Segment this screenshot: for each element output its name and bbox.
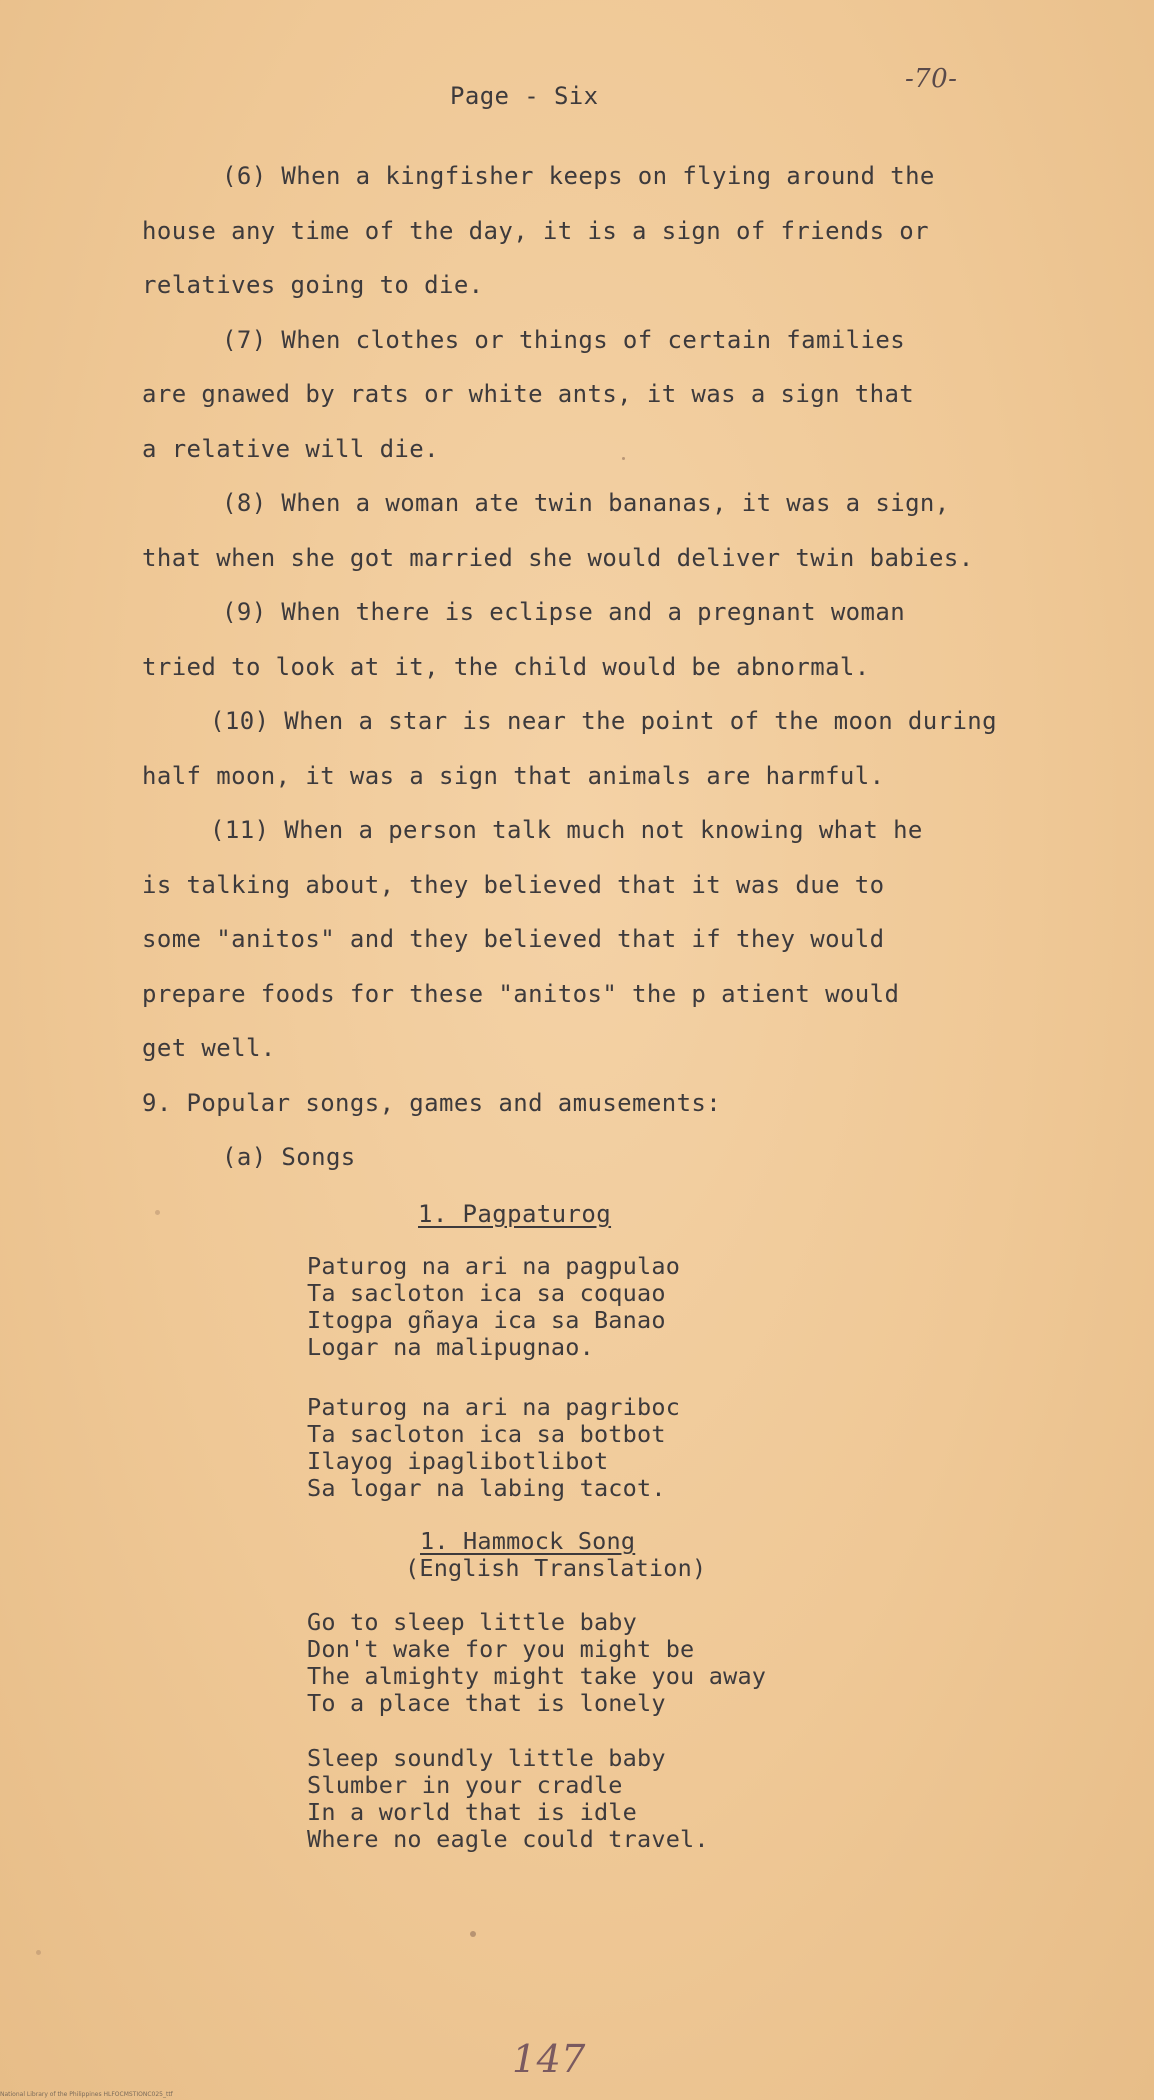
verse-line: Sleep soundly little baby xyxy=(307,1744,666,1772)
verse-line: Where no eagle could travel. xyxy=(307,1825,709,1853)
body-line: are gnawed by rats or white ants, it was a sign that xyxy=(142,380,915,408)
body-line: that when she got married she would deliver twin babies. xyxy=(142,544,974,572)
verse-line: Ta sacloton ica sa botbot xyxy=(307,1420,666,1448)
verse-line: Ta sacloton ica sa coquao xyxy=(307,1279,666,1307)
verse-line: The almighty might take you away xyxy=(307,1662,767,1690)
paper-speck xyxy=(622,457,625,460)
body-line: relatives going to die. xyxy=(142,271,484,299)
body-line: (10) When a star is near the point of the moon during xyxy=(210,707,998,735)
body-line: (9) When there is eclipse and a pregnant woman xyxy=(222,598,906,626)
verse-line: To a place that is lonely xyxy=(307,1689,666,1717)
verse-line: Sa logar na labing tacot. xyxy=(307,1474,666,1502)
body-line: tried to look at it, the child would be abnormal. xyxy=(142,653,870,681)
body-line: (8) When a woman ate twin bananas, it was a sign, xyxy=(222,489,950,517)
body-line: (6) When a kingfisher keeps on flying around the xyxy=(222,162,935,190)
verse-line: Don't wake for you might be xyxy=(307,1635,695,1663)
song-title: 1. Pagpaturog xyxy=(418,1200,612,1228)
verse-line: Logar na malipugnao. xyxy=(307,1333,594,1361)
body-line: is talking about, they believed that it was due to xyxy=(142,871,885,899)
paper-speck xyxy=(470,1931,476,1937)
verse-line: Paturog na ari na pagpulao xyxy=(307,1252,681,1280)
verse-line: Paturog na ari na pagriboc xyxy=(307,1393,681,1421)
body-line: (11) When a person talk much not knowing what he xyxy=(210,816,923,844)
body-line: prepare foods for these "anitos" the p atient would xyxy=(142,980,900,1008)
paper-speck xyxy=(36,1950,41,1955)
body-line: house any time of the day, it is a sign of friends or xyxy=(142,217,930,245)
archive-label: National Library of the Philippines HLFOCMSTIONC025_ttf xyxy=(0,2091,173,2098)
handwritten-folio-number: 147 xyxy=(512,2037,586,2081)
body-line: some "anitos" and they believed that if they would xyxy=(142,925,885,953)
body-line: get well. xyxy=(142,1034,276,1062)
section-heading: 9. Popular songs, games and amusements: xyxy=(142,1089,722,1117)
page-label: Page - Six xyxy=(450,82,599,110)
verse-line: Itogpa gñaya ica sa Banao xyxy=(307,1306,666,1334)
translation-title: 1. Hammock Song xyxy=(420,1527,636,1555)
body-line: a relative will die. xyxy=(142,435,439,463)
body-line: half moon, it was a sign that animals are harmful. xyxy=(142,762,885,790)
subsection-heading: (a) Songs xyxy=(222,1143,356,1171)
verse-line: Ilayog ipaglibotlibot xyxy=(307,1447,609,1475)
verse-line: Slumber in your cradle xyxy=(307,1771,623,1799)
verse-line: In a world that is idle xyxy=(307,1798,638,1826)
verse-line: Go to sleep little baby xyxy=(307,1608,638,1636)
handwritten-page-number: -70- xyxy=(905,64,958,94)
paper-speck xyxy=(155,1210,160,1215)
body-line: (7) When clothes or things of certain families xyxy=(222,326,906,354)
translation-subtitle: (English Translation) xyxy=(405,1554,707,1582)
